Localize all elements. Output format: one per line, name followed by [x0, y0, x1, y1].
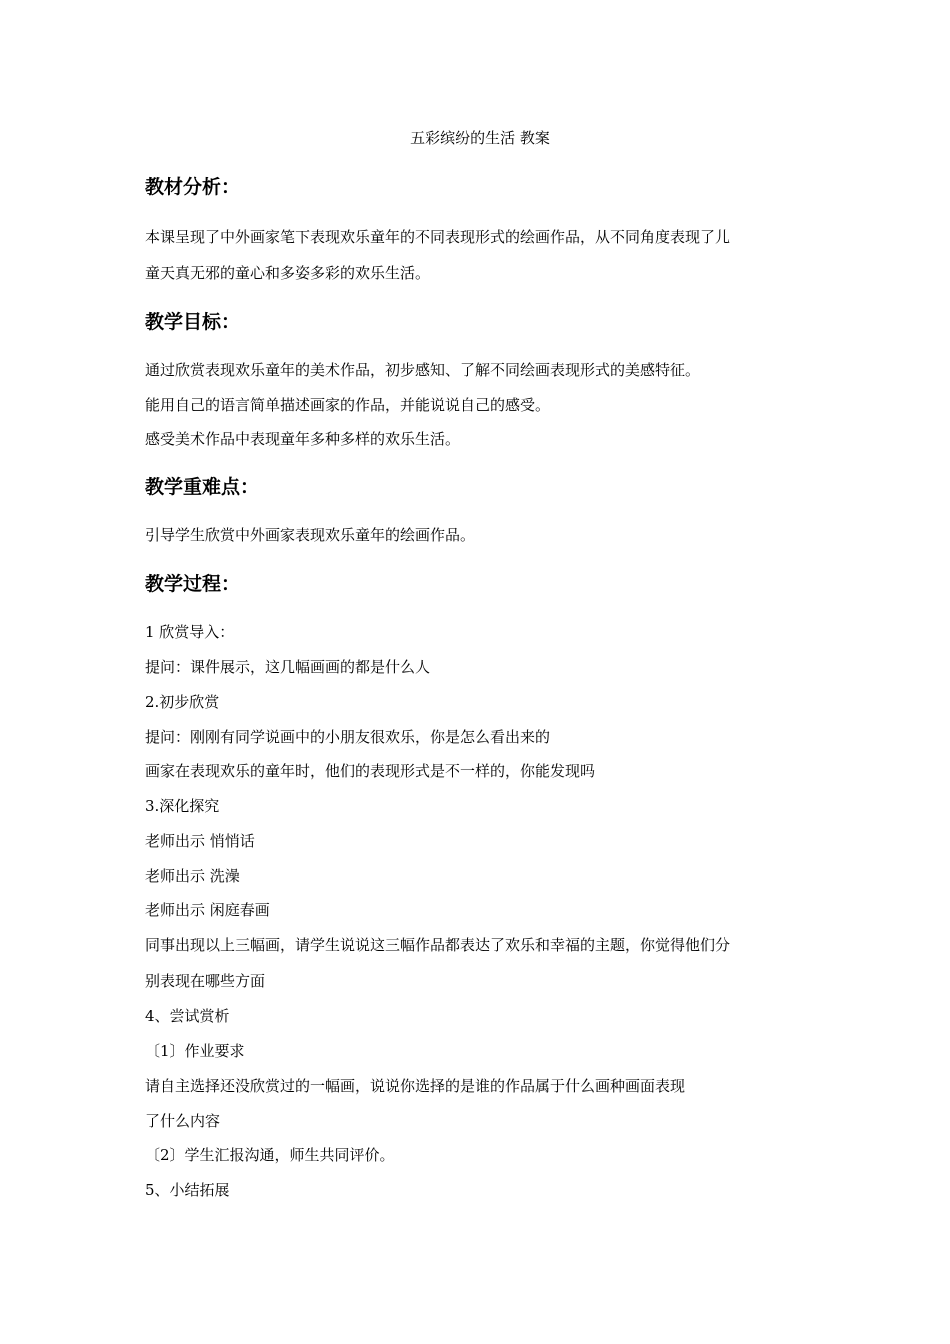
- process-line: 请自主选择还没欣赏过的一幅画，说说你选择的是谁的作品属于什么画种画面表现: [145, 1077, 686, 1095]
- heading-process: 教学过程：: [145, 573, 241, 595]
- process-line: 画家在表现欢乐的童年时，他们的表现形式是不一样的，你能发现吗: [145, 762, 596, 780]
- analysis-line: 本课呈现了中外画家笔下表现欢乐童年的不同表现形式的绘画作品，从不同角度表现了儿: [145, 228, 731, 246]
- goals-line: 能用自己的语言简单描述画家的作品，并能说说自己的感受。: [145, 396, 551, 414]
- goals-line: 通过欣赏表现欢乐童年的美术作品，初步感知、了解不同绘画表现形式的美感特征。: [145, 361, 701, 379]
- process-line: 4、尝试赏析: [145, 1007, 230, 1025]
- heading-analysis: 教材分析：: [145, 176, 241, 198]
- analysis-line: 童天真无邪的童心和多姿多彩的欢乐生活。: [145, 264, 431, 282]
- goals-line: 感受美术作品中表现童年多种多样的欢乐生活。: [145, 430, 461, 448]
- key-points-line: 引导学生欣赏中外画家表现欢乐童年的绘画作品。: [145, 526, 476, 544]
- process-line: 提问：课件展示，这几幅画画的都是什么人: [145, 658, 431, 676]
- process-line: 老师出示 闲庭春画: [145, 901, 270, 919]
- process-line: 3.深化探究: [145, 797, 220, 815]
- process-line: 〔2〕学生汇报沟通，师生共同评价。: [145, 1146, 395, 1164]
- process-line: 1 欣赏导入：: [145, 623, 235, 641]
- process-line: 了什么内容: [145, 1112, 221, 1130]
- process-line: 老师出示 悄悄话: [145, 832, 255, 850]
- process-line: 老师出示 洗澡: [145, 867, 240, 885]
- heading-goals: 教学目标：: [145, 311, 241, 333]
- process-line: 同事出现以上三幅画，请学生说说这三幅作品都表达了欢乐和幸福的主题，你觉得他们分: [145, 936, 731, 954]
- heading-key-points: 教学重难点：: [145, 476, 260, 498]
- process-line: 提问：刚刚有同学说画中的小朋友很欢乐，你是怎么看出来的: [145, 728, 551, 746]
- document-title: 五彩缤纷的生活 教案: [410, 129, 550, 147]
- process-line: 〔1〕作业要求: [145, 1042, 245, 1060]
- document-page: [145, 0, 815, 1344]
- process-line: 别表现在哪些方面: [145, 972, 266, 990]
- process-line: 2.初步欣赏: [145, 693, 220, 711]
- process-line: 5、小结拓展: [145, 1181, 230, 1199]
